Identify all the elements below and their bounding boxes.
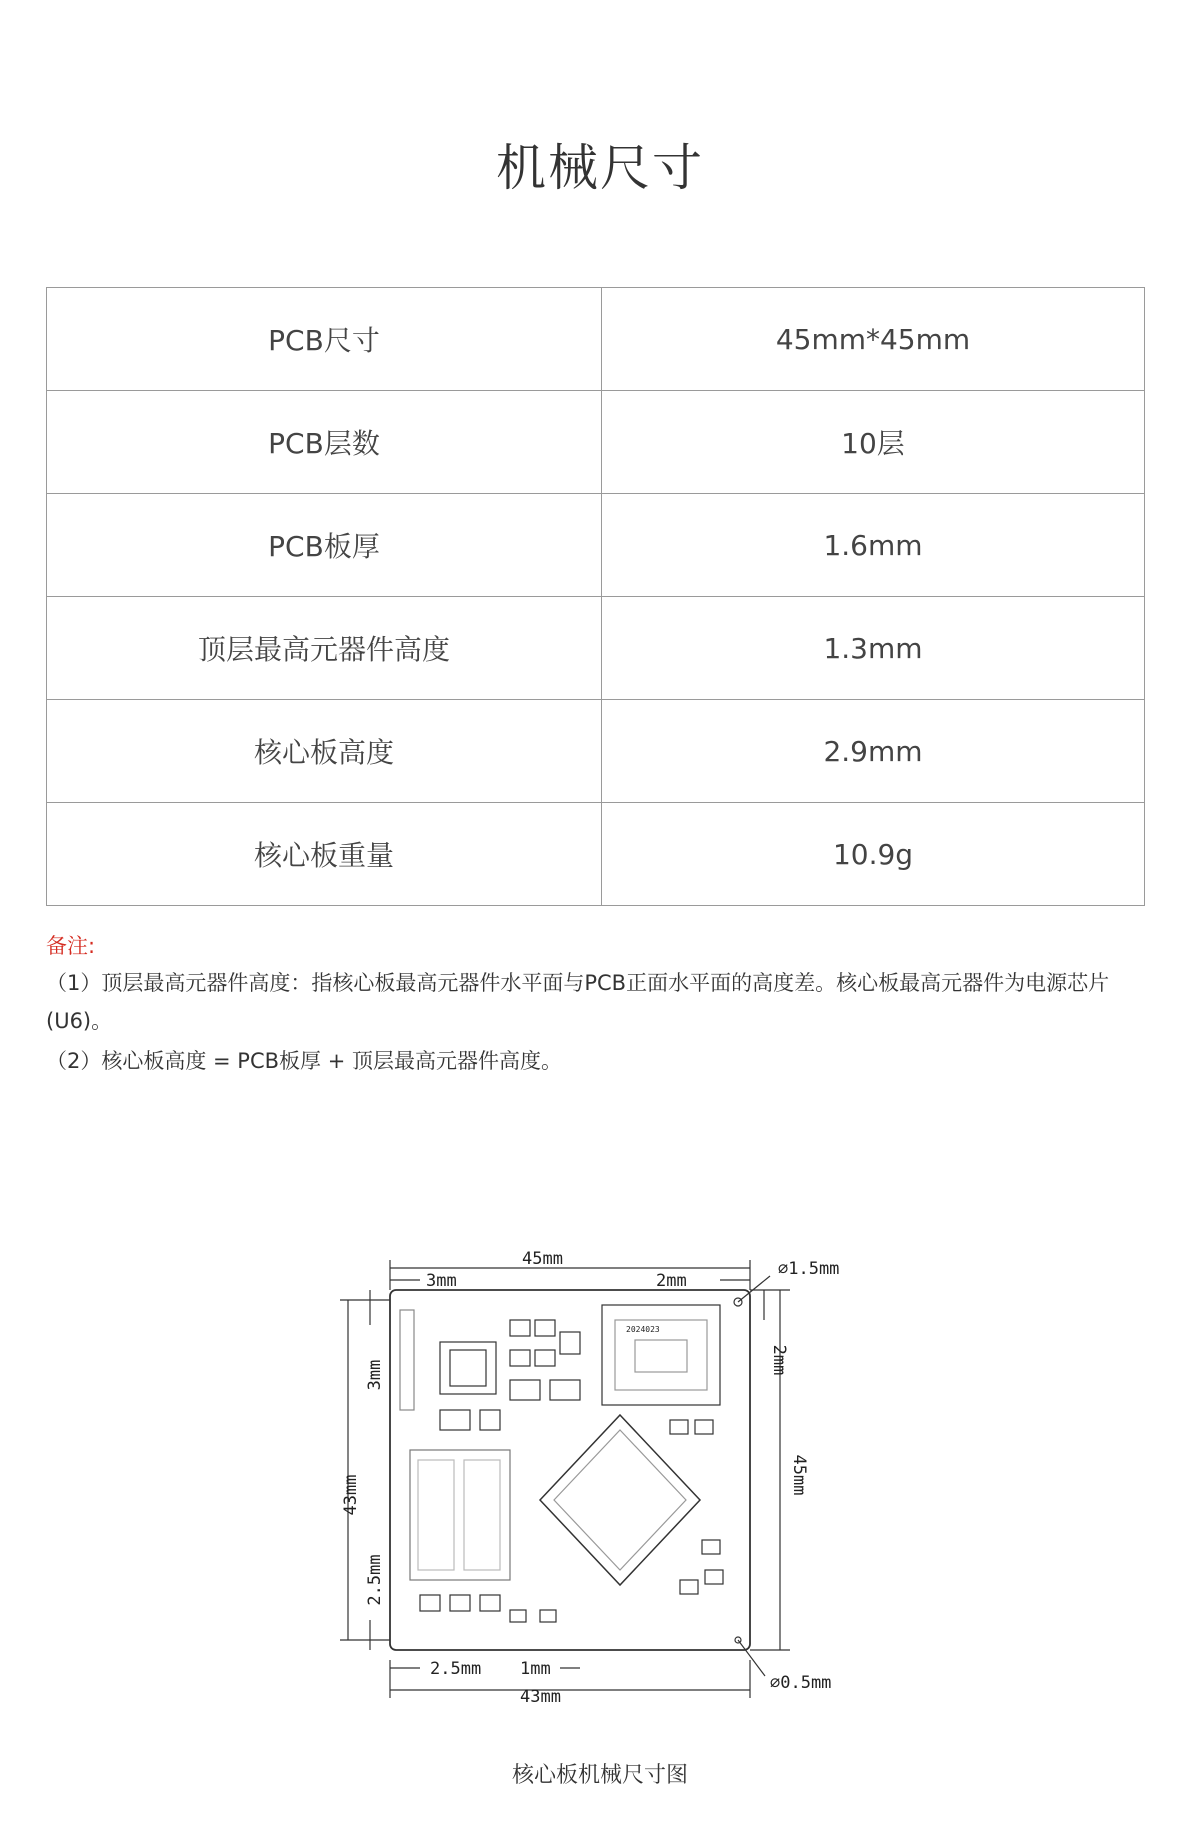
table-row xyxy=(47,803,1145,906)
table-row xyxy=(47,288,1145,391)
dim-top-total: 45mm xyxy=(522,1250,563,1269)
note-item-1: （1）顶层最高元器件高度：指核心板最高元器件水平面与PCB正面水平面的高度差。核心板最高元器件为电源芯片(U6)。 xyxy=(46,971,1110,1033)
note-item-2: （2）核心板高度 = PCB板厚 + 顶层最高元器件高度。 xyxy=(46,1049,562,1073)
notes-label: 备注: xyxy=(46,934,96,958)
dim-hole-bottom: ∅0.5mm xyxy=(770,1673,832,1693)
spec-value: 1.3mm xyxy=(602,597,1145,700)
dim-left-upper: 3mm xyxy=(365,1359,385,1391)
spec-label: PCB尺寸 xyxy=(47,288,602,391)
dim-right-upper: 2mm xyxy=(769,1344,789,1376)
spec-label: PCB板厚 xyxy=(47,494,602,597)
dim-right-total: 45mm xyxy=(789,1454,809,1496)
figure-caption: 核心板机械尺寸图 xyxy=(511,1763,688,1788)
chip-marking: 2024023 xyxy=(626,1325,660,1334)
spec-label: PCB层数 xyxy=(47,391,602,494)
spec-value: 45mm*45mm xyxy=(602,288,1145,391)
spec-value: 2.9mm xyxy=(602,700,1145,803)
board-dimension-drawing xyxy=(330,1250,890,1710)
dim-hole-top: ∅1.5mm xyxy=(778,1259,840,1279)
spec-table xyxy=(46,287,1145,906)
page-title: 机械尺寸 xyxy=(496,139,704,197)
table-row xyxy=(47,700,1145,803)
spec-value: 10.9g xyxy=(602,803,1145,906)
dim-top-right: 2mm xyxy=(656,1271,687,1291)
spec-label: 核心板重量 xyxy=(47,803,602,906)
dim-top-left: 3mm xyxy=(426,1271,457,1291)
board-outline xyxy=(390,1290,750,1650)
dim-left-lower: 2.5mm xyxy=(365,1554,385,1606)
spec-label: 顶层最高元器件高度 xyxy=(47,597,602,700)
spec-label: 核心板高度 xyxy=(47,700,602,803)
dim-bottom-mid: 1mm xyxy=(520,1659,551,1679)
dim-left-total: 43mm xyxy=(341,1474,361,1516)
chip-soc xyxy=(540,1415,700,1585)
spec-value: 1.6mm xyxy=(602,494,1145,597)
table-row xyxy=(47,494,1145,597)
dim-bottom-left: 2.5mm xyxy=(430,1659,482,1679)
dim-bottom-total: 43mm xyxy=(520,1687,561,1707)
ddr-area xyxy=(410,1450,510,1580)
spec-value: 10层 xyxy=(602,391,1145,494)
table-row xyxy=(47,391,1145,494)
table-row xyxy=(47,597,1145,700)
